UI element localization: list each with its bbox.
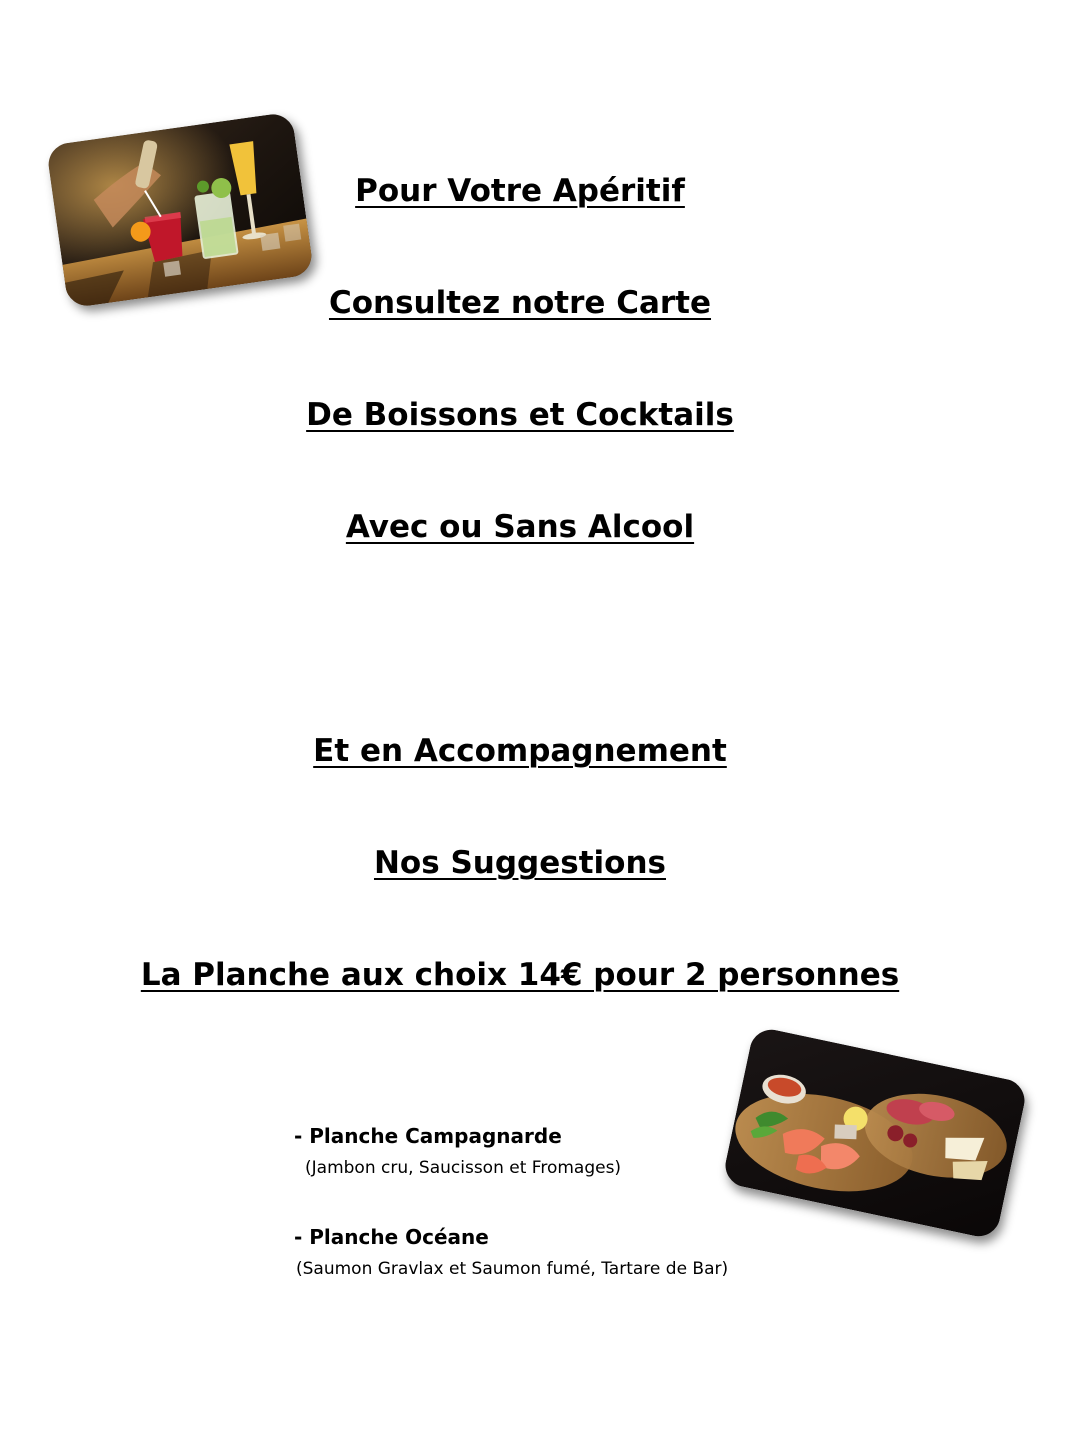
heading-boissons: De Boissons et Cocktails <box>306 397 734 433</box>
menu-item <box>294 1224 728 1281</box>
item-title: - Planche Campagnarde <box>294 1124 562 1148</box>
heading-alcool: Avec ou Sans Alcool <box>345 509 695 545</box>
menu-item <box>294 1123 621 1180</box>
heading-aperitif: Pour Votre Apéritif <box>355 173 685 209</box>
item-description: (Jambon cru, Saucisson et Fromages) <box>305 1158 622 1178</box>
heading-carte: Consultez notre Carte <box>328 285 712 321</box>
heading-suggestions: Nos Suggestions <box>373 845 666 881</box>
item-title: - Planche Océane <box>294 1225 489 1249</box>
heading-accompagnement: Et en Accompagnement <box>313 733 727 769</box>
heading-planche: La Planche aux choix 14€ pour 2 personnes <box>140 957 900 993</box>
item-description: (Saumon Gravlax et Saumon fumé, Tartare de Bar) <box>296 1259 729 1279</box>
planche-photo <box>721 1026 1028 1241</box>
